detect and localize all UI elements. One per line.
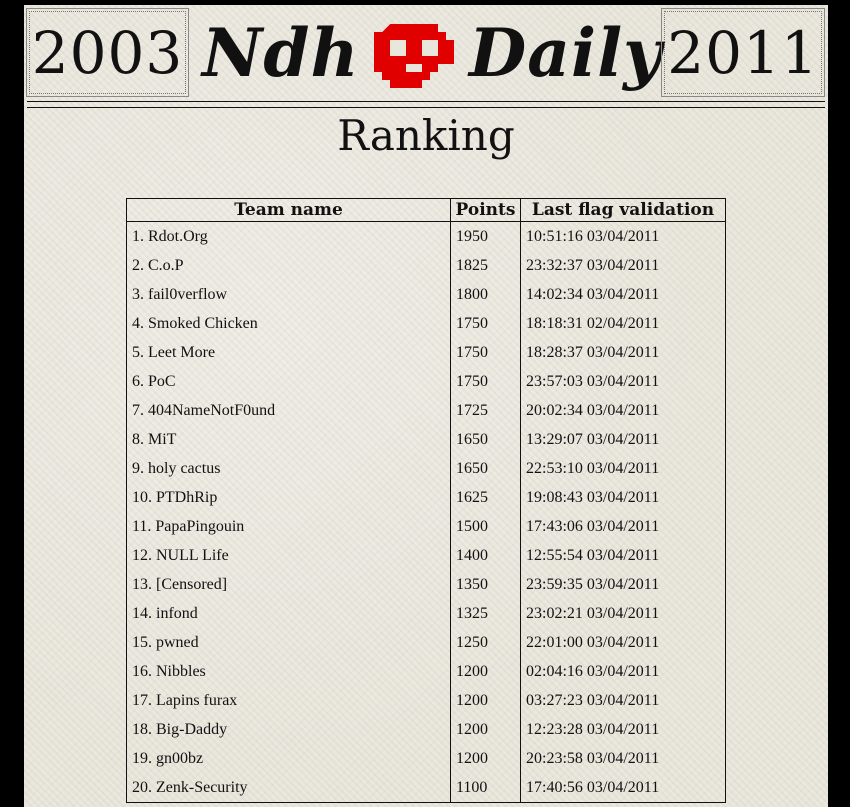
masthead-word-daily: Daily — [469, 13, 663, 92]
team-name-cell: 16. Nibbles — [127, 657, 451, 686]
masthead-rule-top — [27, 101, 825, 102]
team-name-cell: 9. holy cactus — [127, 454, 451, 483]
points-cell: 1750 — [451, 367, 521, 396]
masthead-year-start: 2003 — [26, 8, 189, 97]
points-cell: 1650 — [451, 425, 521, 454]
points-cell: 1250 — [451, 628, 521, 657]
table-row — [127, 367, 726, 396]
last-flag-cell: 14:02:34 03/04/2011 — [526, 285, 660, 303]
team-name-cell: 18. Big-Daddy — [127, 715, 451, 744]
points-cell: 1200 — [451, 744, 521, 773]
table-row — [127, 686, 726, 715]
last-flag-cell: 18:28:37 03/04/2011 — [526, 343, 660, 361]
last-flag-cell: 12:55:54 03/04/2011 — [526, 546, 660, 564]
last-flag-cell: 17:40:56 03/04/2011 — [526, 778, 660, 796]
table-row — [127, 280, 726, 309]
points-cell: 1200 — [451, 686, 521, 715]
team-name-cell: 20. Zenk-Security — [127, 773, 451, 803]
points-cell: 1750 — [451, 309, 521, 338]
table-row — [127, 309, 726, 338]
table-row — [127, 570, 726, 599]
last-flag-cell: 03:27:23 03/04/2011 — [526, 691, 660, 709]
points-cell: 1825 — [451, 251, 521, 280]
masthead-word-ndh: Ndh — [202, 13, 360, 92]
table-row — [127, 425, 726, 454]
team-name-cell: 13. [Censored] — [127, 570, 451, 599]
points-cell: 1100 — [451, 773, 521, 803]
last-flag-cell: 10:51:16 03/04/2011 — [526, 227, 660, 245]
points-cell: 1350 — [451, 570, 521, 599]
table-row — [127, 744, 726, 773]
table-row — [127, 541, 726, 570]
last-flag-cell: 23:59:35 03/04/2011 — [526, 575, 660, 593]
points-cell: 1650 — [451, 454, 521, 483]
team-name-cell: 15. pwned — [127, 628, 451, 657]
team-name-cell: 11. PapaPingouin — [127, 512, 451, 541]
team-name-cell: 1. Rdot.Org — [127, 222, 451, 252]
last-flag-cell: 23:32:37 03/04/2011 — [526, 256, 660, 274]
table-row — [127, 338, 726, 367]
team-name-cell: 19. gn00bz — [127, 744, 451, 773]
team-name-cell: 7. 404NameNotF0und — [127, 396, 451, 425]
header-points: Points — [451, 199, 521, 222]
points-cell: 1800 — [451, 280, 521, 309]
table-row — [127, 715, 726, 744]
points-cell: 1750 — [451, 338, 521, 367]
team-name-cell: 12. NULL Life — [127, 541, 451, 570]
masthead-year-end: 2011 — [661, 8, 825, 97]
table-row — [127, 773, 726, 803]
points-cell: 1950 — [451, 222, 521, 252]
team-name-cell: 10. PTDhRip — [127, 483, 451, 512]
points-cell: 1200 — [451, 657, 521, 686]
last-flag-cell: 20:02:34 03/04/2011 — [526, 401, 660, 419]
points-cell: 1200 — [451, 715, 521, 744]
table-row — [127, 512, 726, 541]
ranking-table — [126, 198, 726, 803]
points-cell: 1625 — [451, 483, 521, 512]
last-flag-cell: 02:04:16 03/04/2011 — [526, 662, 660, 680]
points-cell: 1400 — [451, 541, 521, 570]
table-row — [127, 251, 726, 280]
last-flag-cell: 17:43:06 03/04/2011 — [526, 517, 660, 535]
table-header-row — [127, 199, 726, 222]
page-title: Ranking — [337, 111, 515, 160]
last-flag-cell: 23:02:21 03/04/2011 — [526, 604, 660, 622]
last-flag-cell: 12:23:28 03/04/2011 — [526, 720, 660, 738]
header-last-flag: Last flag validation — [521, 199, 726, 222]
team-name-cell: 6. PoC — [127, 367, 451, 396]
team-name-cell: 5. Leet More — [127, 338, 451, 367]
table-row — [127, 396, 726, 425]
team-name-cell: 14. infond — [127, 599, 451, 628]
points-cell: 1325 — [451, 599, 521, 628]
newspaper-page — [24, 5, 828, 807]
table-row — [127, 454, 726, 483]
table-row — [127, 657, 726, 686]
last-flag-cell: 18:18:31 02/04/2011 — [526, 314, 660, 332]
table-row — [127, 599, 726, 628]
team-name-cell: 4. Smoked Chicken — [127, 309, 451, 338]
skull-icon — [374, 24, 454, 88]
points-cell: 1500 — [451, 512, 521, 541]
team-name-cell: 8. MiT — [127, 425, 451, 454]
team-name-cell: 2. C.o.P — [127, 251, 451, 280]
table-row — [127, 628, 726, 657]
last-flag-cell: 13:29:07 03/04/2011 — [526, 430, 660, 448]
table-row — [127, 222, 726, 252]
table-row — [127, 483, 726, 512]
header-team-name: Team name — [127, 199, 451, 222]
team-name-cell: 17. Lapins furax — [127, 686, 451, 715]
last-flag-cell: 23:57:03 03/04/2011 — [526, 372, 660, 390]
last-flag-cell: 22:01:00 03/04/2011 — [526, 633, 660, 651]
ranking-table-body — [127, 222, 726, 803]
points-cell: 1725 — [451, 396, 521, 425]
team-name-cell: 3. fail0verflow — [127, 280, 451, 309]
last-flag-cell: 22:53:10 03/04/2011 — [526, 459, 660, 477]
last-flag-cell: 19:08:43 03/04/2011 — [526, 488, 660, 506]
last-flag-cell: 20:23:58 03/04/2011 — [526, 749, 660, 767]
